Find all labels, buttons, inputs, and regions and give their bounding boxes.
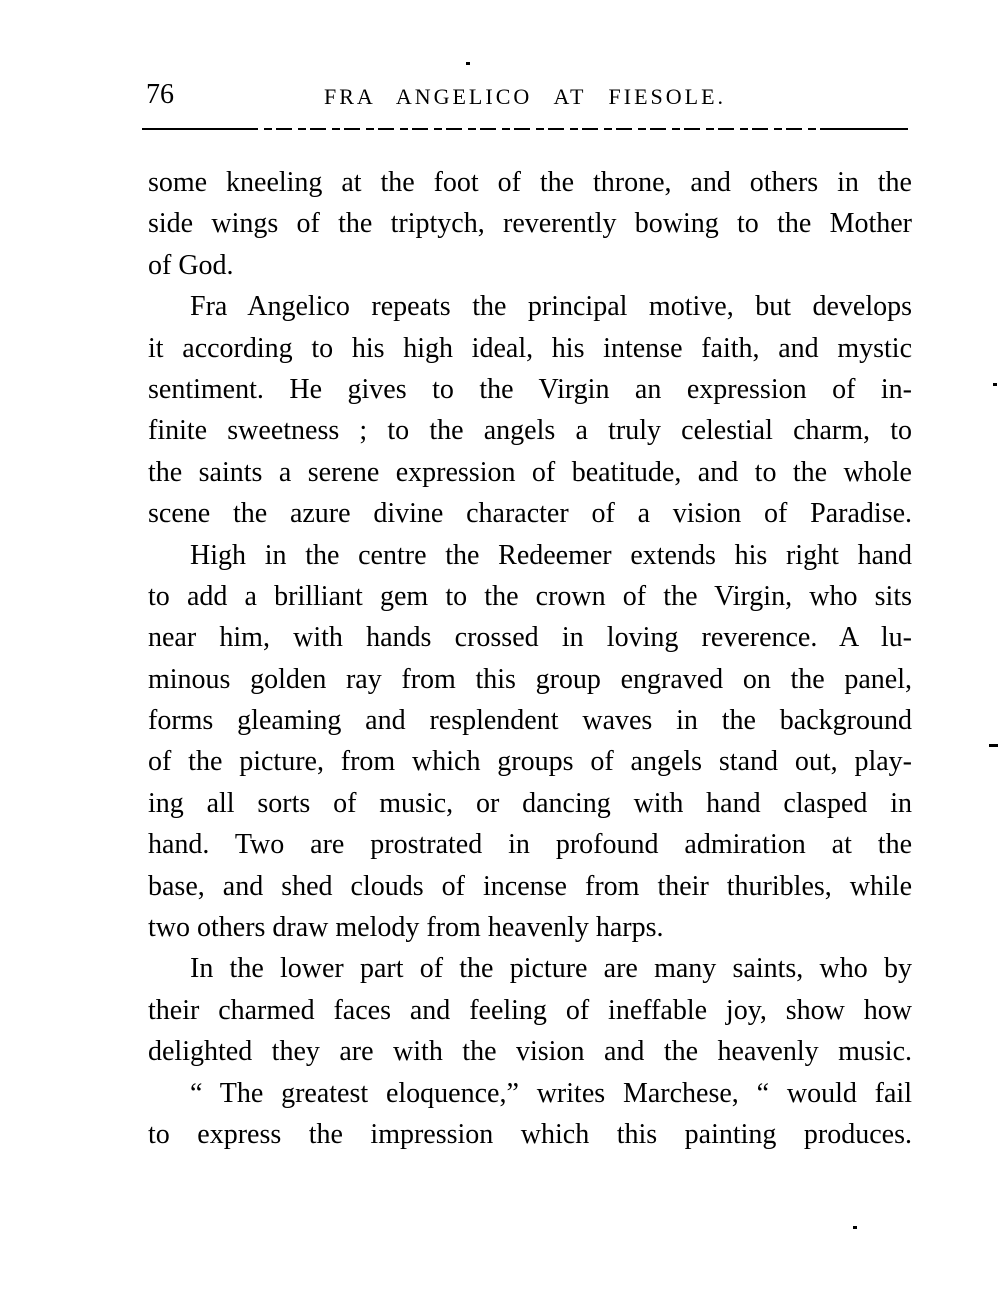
page-number: 76 bbox=[146, 79, 174, 110]
text-line: side wings of the triptych, reverently bowing to the Mother bbox=[148, 208, 912, 240]
text-line: base, and shed clouds of incense from their thuribles, while bbox=[148, 870, 912, 902]
header-rule-solid-left bbox=[142, 128, 242, 130]
text-line: minous golden ray from this group engraved on the panel, bbox=[148, 663, 912, 695]
scan-speck bbox=[466, 62, 470, 65]
text-line: scene the azure divine character of a vision of Paradise. bbox=[148, 498, 912, 530]
text-line: “ The greatest eloquence,” writes Marchese, “ would fail bbox=[190, 1077, 912, 1109]
text-line: some kneeling at the foot of the throne, and others in the bbox=[148, 167, 912, 198]
text-line: delighted they are with the vision and the heavenly music. bbox=[148, 1036, 912, 1068]
text-line: of the picture, from which groups of angels stand out, play- bbox=[148, 746, 912, 778]
text-line: of God. bbox=[148, 249, 234, 281]
text-line: Fra Angelico repeats the principal motive, but develops bbox=[190, 291, 912, 323]
text-line: sentiment. He gives to the Virgin an expression of in- bbox=[148, 373, 912, 405]
text-line: forms gleaming and resplendent waves in the background bbox=[148, 705, 912, 737]
scan-speck bbox=[853, 1226, 857, 1229]
header-rule-solid-right bbox=[822, 128, 908, 130]
text-line: finite sweetness ; to the angels a truly celestial charm, to bbox=[148, 415, 912, 447]
body-text bbox=[148, 162, 912, 1155]
scan-speck bbox=[989, 744, 998, 747]
running-head: FRA ANGELICO AT FIESOLE. bbox=[323, 84, 727, 109]
text-line: to add a brilliant gem to the crown of the Virgin, who sits bbox=[148, 580, 912, 612]
text-line: to express the impression which this painting produces. bbox=[148, 1118, 912, 1150]
text-line: High in the centre the Redeemer extends his right hand bbox=[190, 539, 912, 571]
scan-speck bbox=[993, 383, 997, 386]
text-line: near him, with hands crossed in loving reverence. A lu- bbox=[148, 622, 912, 654]
text-line: their charmed faces and feeling of ineffable joy, show how bbox=[148, 994, 912, 1026]
text-line: the saints a serene expression of beatitude, and to the whole bbox=[148, 456, 912, 488]
text-line: two others draw melody from heavenly harps. bbox=[148, 912, 664, 944]
text-line: hand. Two are prostrated in profound admiration at the bbox=[148, 829, 912, 861]
text-line: it according to his high ideal, his intense faith, and mystic bbox=[148, 332, 912, 364]
header-rule bbox=[142, 128, 908, 131]
header-rule-dashed bbox=[242, 128, 822, 130]
text-line: In the lower part of the picture are many saints, who by bbox=[190, 953, 912, 985]
text-line: ing all sorts of music, or dancing with hand clasped in bbox=[148, 787, 912, 819]
